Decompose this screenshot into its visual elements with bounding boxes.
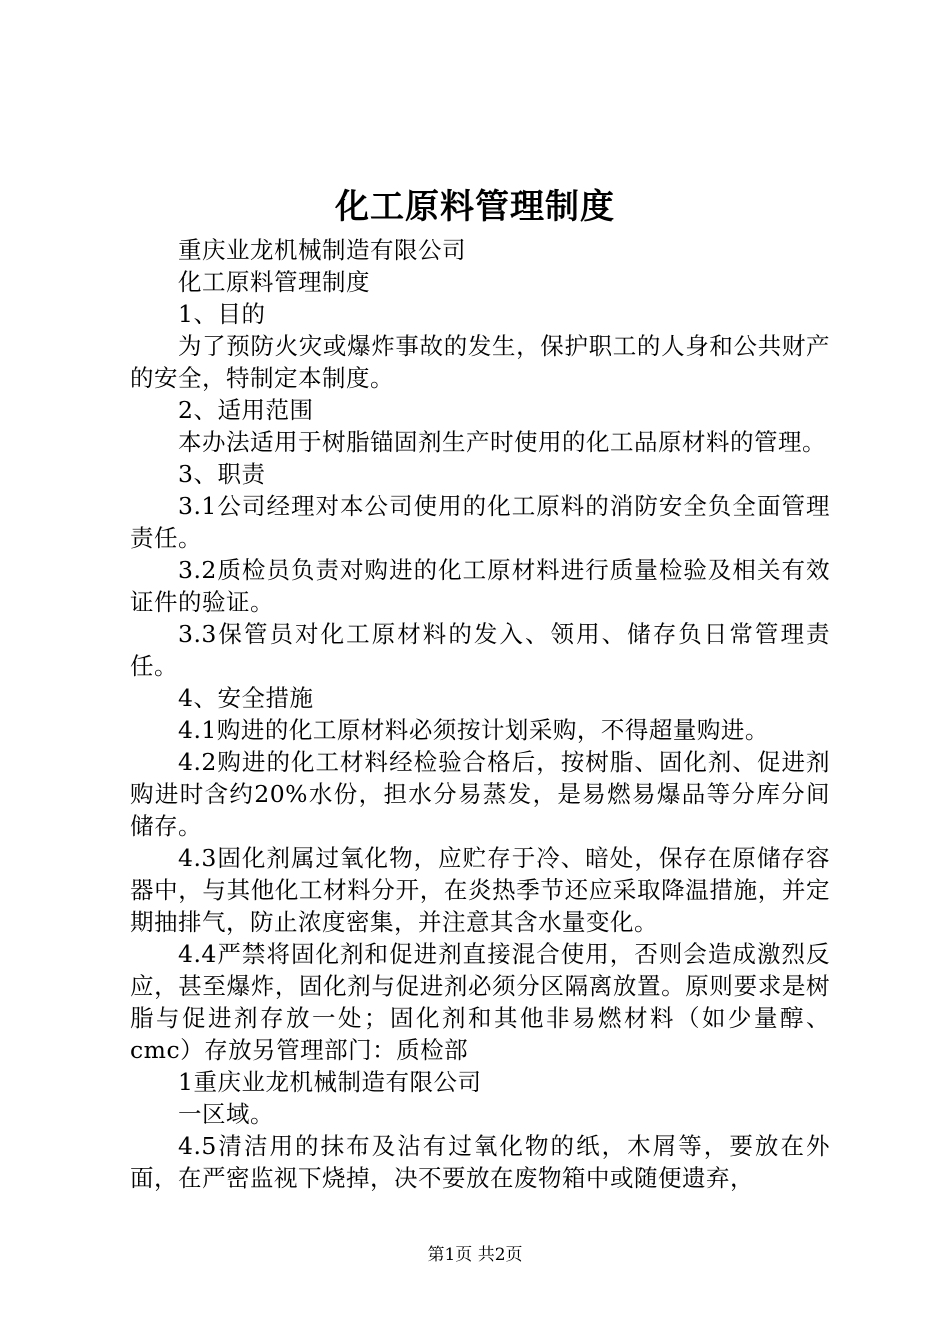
- company-name: 重庆业龙机械制造有限公司: [178, 236, 466, 264]
- paragraph-region: 一区域。: [178, 1100, 274, 1128]
- section-heading-safety: 4、安全措施: [178, 684, 314, 712]
- paragraph-safety-4-4: 4.4严禁将固化剂和促进剂直接混合使用，否则会造成激烈反应，甚至爆炸，固化剂与促进剂必须分区隔离放置。原则要求是树脂与促进剂存放一处；固化剂和其他非易燃材料（如少量醇、cmc）存放另管理部门：质检部: [130, 940, 830, 1064]
- section-heading-scope: 2、适用范围: [178, 396, 314, 424]
- document-body: [130, 234, 830, 1194]
- paragraph-duty-3-3: 3.3保管员对化工原材料的发入、领用、储存负日常管理责任。: [130, 620, 830, 680]
- document-title: 化工原料管理制度: [335, 187, 615, 227]
- paragraph-safety-4-5: 4.5清洁用的抹布及沾有过氧化物的纸，木屑等，要放在外面，在严密监视下烧掉，决不要放在废物箱中或随便遗弃，: [130, 1132, 830, 1192]
- paragraph-purpose: 为了预防火灾或爆炸事故的发生，保护职工的人身和公共财产的安全，特制定本制度。: [130, 332, 830, 392]
- subtitle: 化工原料管理制度: [178, 268, 370, 296]
- section-heading-purpose: 1、目的: [178, 300, 266, 328]
- paragraph-company-line: 1重庆业龙机械制造有限公司: [178, 1068, 482, 1096]
- paragraph-duty-3-1: 3.1公司经理对本公司使用的化工原料的消防安全负全面管理责任。: [130, 492, 830, 552]
- paragraph-safety-4-2: 4.2购进的化工材料经检验合格后，按树脂、固化剂、促进剂购进时含约20%水份，担水分易蒸发，是易燃易爆品等分库分间储存。: [130, 748, 830, 840]
- paragraph-safety-4-1: 4.1购进的化工原材料必须按计划采购，不得超量购进。: [178, 716, 769, 744]
- page-footer: 第1页 共2页: [427, 1245, 523, 1265]
- paragraph-safety-4-3: 4.3固化剂属过氧化物，应贮存于冷、暗处，保存在原储存容器中，与其他化工材料分开，在炎热季节还应采取降温措施，并定期抽排气，防止浓度密集，并注意其含水量变化。: [130, 844, 830, 936]
- paragraph-scope: 本办法适用于树脂锚固剂生产时使用的化工品原材料的管理。: [178, 428, 826, 456]
- paragraph-duty-3-2: 3.2质检员负责对购进的化工原材料进行质量检验及相关有效证件的验证。: [130, 556, 830, 616]
- section-heading-duties: 3、职责: [178, 460, 266, 488]
